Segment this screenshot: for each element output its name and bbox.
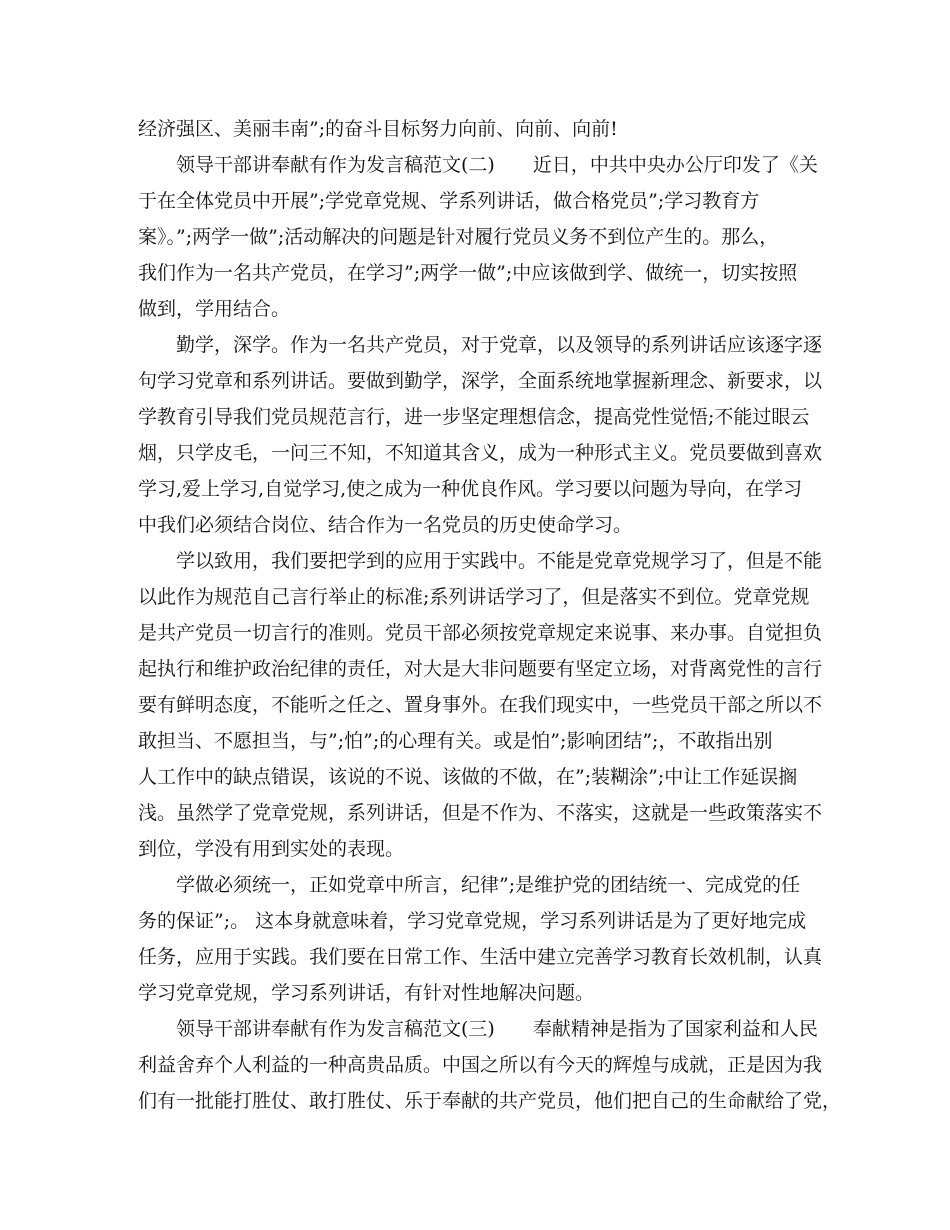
text-line: 学做必须统一，正如党章中所言，纪律”;是维护党的团结统一、完成党的任 (138, 874, 801, 896)
text-line: 到位，学没有用到实处的表现。 (138, 838, 405, 860)
text-line: 是共产党员一切言行的准则。党员干部必须按党章规定来说事、来办事。自觉担负 (138, 622, 823, 644)
text-line: 案》。”;两学一做”;活动解决的问题是针对履行党员义务不到位产生的。那么， (138, 226, 779, 248)
text-line: 浅。虽然学了党章党规，系列讲话，但是不作为、不落实，这就是一些政策落实不 (138, 802, 823, 824)
text-line: 们有一批能打胜仗、敢打胜仗、乐于奉献的共产党员，他们把自己的生命献给了党， (138, 1090, 842, 1112)
text-line: 起执行和维护政治纪律的责任，对大是大非问题要有坚定立场，对背离党性的言行 (138, 658, 823, 680)
text-line: 学习,爱上学习,自觉学习,使之成为一种优良作风。学习要以问题为导向，在学习 (138, 478, 803, 500)
text-line: 以此作为规范自己言行举止的标准;系列讲话学习了，但是落实不到位。党章党规 (138, 586, 810, 608)
text-line: 勤学，深学。作为一名共产党员，对于党章，以及领导的系列讲话应该逐字逐 (138, 334, 823, 356)
text-line: 学以致用，我们要把学到的应用于实践中。不能是党章党规学习了，但是不能 (138, 550, 823, 572)
text-line: 敢担当、不愿担当，与”;怕”;的心理有关。或是怕”;影响团结”;，不敢指出别 (138, 730, 773, 752)
text-line: 领导干部讲奉献有作为发言稿范文(三) 奉献精神是指为了国家利益和人民 (138, 1018, 818, 1040)
text-line: 学习党章党规，学习系列讲话，有针对性地解决问题。 (138, 982, 595, 1004)
text-line: 领导干部讲奉献有作为发言稿范文(二) 近日，中共中央办公厅印发了《关 (138, 154, 818, 176)
text-line: 经济强区、美丽丰南”;的奋斗目标努力向前、向前、向前! (138, 118, 618, 140)
text-line: 中我们必须结合岗位、结合作为一名党员的历史使命学习。 (138, 514, 633, 536)
text-line: 利益舍弃个人利益的一种高贵品质。中国之所以有今天的辉煌与成就，正是因为我 (138, 1054, 823, 1076)
text-line: 做到，学用结合。 (138, 298, 291, 320)
text-line: 要有鲜明态度，不能听之任之、置身事外。在我们现实中，一些党员干部之所以不 (138, 694, 823, 716)
text-line: 我们作为一名共产党员，在学习”;两学一做”;中应该做到学、做统一，切实按照 (138, 262, 798, 284)
text-line: 烟，只学皮毛，一问三不知，不知道其含义，成为一种形式主义。党员要做到喜欢 (138, 442, 823, 464)
text-line: 人工作中的缺点错误，该说的不说、该做的不做，在”;装糊涂”;中让工作延误搁 (138, 766, 798, 788)
text-line: 于在全体党员中开展”;学党章党规、学系列讲话，做合格党员”;学习教育方 (138, 190, 760, 212)
text-line: 务的保证”;。 这本身就意味着，学习党章党规，学习系列讲话是为了更好地完成 (138, 910, 807, 932)
text-line: 句学习党章和系列讲话。要做到勤学，深学，全面系统地掌握新理念、新要求，以 (138, 370, 823, 392)
text-line: 任务，应用于实践。我们要在日常工作、生活中建立完善学习教育长效机制，认真 (138, 946, 823, 968)
text-line: 学教育引导我们党员规范言行，进一步坚定理想信念，提高党性觉悟;不能过眼云 (138, 406, 810, 428)
